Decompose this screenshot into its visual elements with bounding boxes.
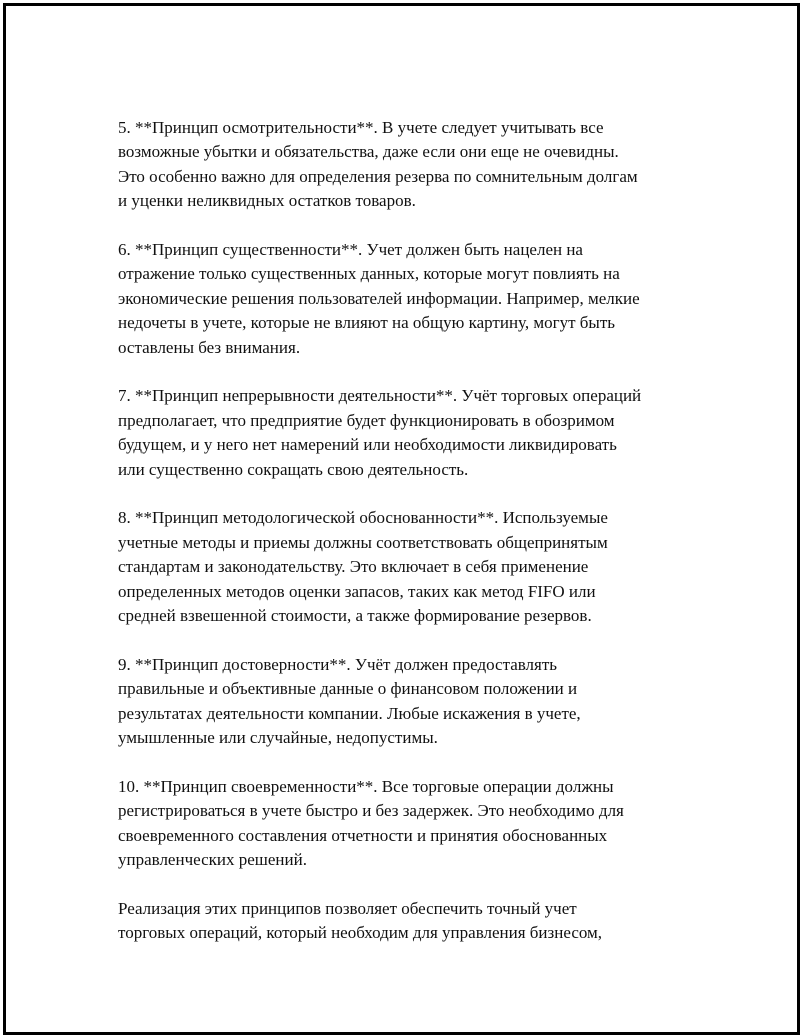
- paragraph-line: результатах деятельности компании. Любые искажения в учете,: [118, 703, 581, 723]
- paragraph-line: 9. **Принцип достоверности**. Учёт должен предоставлять: [118, 654, 558, 674]
- paragraph-line: Реализация этих принципов позволяет обеспечить точный учет: [118, 898, 577, 918]
- paragraph-line: недочеты в учете, которые не влияют на общую картину, могут быть: [118, 313, 616, 333]
- paragraph-line: стандартам и законодательству. Это включает в себя применение: [118, 557, 589, 577]
- paragraph-line: правильные и объективные данные о финансовом положении и: [118, 679, 578, 699]
- paragraph-line: 10. **Принцип своевременности**. Все торговые операции должны: [118, 776, 614, 796]
- paragraph-line: будущем, и у него нет намерений или необходимости ликвидировать: [118, 435, 617, 455]
- paragraph-line: управленческих решений.: [118, 850, 307, 870]
- paragraph-line: экономические решения пользователей информации. Например, мелкие: [118, 288, 640, 308]
- paragraph-line: Это особенно важно для определения резерва по сомнительным долгам: [118, 166, 638, 186]
- paragraph-line: учетные методы и приемы должны соответствовать общепринятым: [118, 532, 608, 552]
- paragraph-conclusion: [118, 897, 698, 946]
- paragraph-line: определенных методов оценки запасов, таких как метод FIFO или: [118, 581, 596, 601]
- paragraph-principle-8: [118, 506, 698, 628]
- paragraph-line: оставлены без внимания.: [118, 337, 301, 357]
- paragraph-line: и уценки неликвидных остатков товаров.: [118, 191, 416, 211]
- paragraph-line: 8. **Принцип методологической обоснованности**. Используемые: [118, 508, 608, 528]
- paragraph-principle-6: [118, 238, 698, 360]
- paragraph-line: 5. **Принцип осмотрительности**. В учете следует учитывать все: [118, 118, 604, 137]
- paragraph-principle-7: [118, 384, 698, 482]
- paragraph-line: торговых операций, который необходим для управления бизнесом,: [118, 923, 603, 943]
- paragraph-line: средней взвешенной стоимости, а также формирование резервов.: [118, 606, 592, 626]
- paragraph-line: отражение только существенных данных, которые могут повлиять на: [118, 264, 620, 284]
- paragraph-line: умышленные или случайные, недопустимы.: [118, 728, 438, 748]
- document-body: [118, 116, 698, 970]
- paragraph-principle-9: [118, 653, 698, 751]
- paragraph-line: своевременного составления отчетности и принятия обоснованных: [118, 825, 608, 845]
- paragraph-principle-10: [118, 775, 698, 873]
- paragraph-line: предполагает, что предприятие будет функционировать в обозримом: [118, 410, 615, 430]
- paragraph-line: 6. **Принцип существенности**. Учет должен быть нацелен на: [118, 240, 583, 260]
- paragraph-line: регистрироваться в учете быстро и без задержек. Это необходимо для: [118, 801, 624, 821]
- paragraph-principle-5: [118, 116, 698, 214]
- paragraph-line: или существенно сокращать свою деятельность.: [118, 459, 469, 479]
- paragraph-line: 7. **Принцип непрерывности деятельности**. Учёт торговых операций: [118, 386, 642, 406]
- paragraph-line: возможные убытки и обязательства, даже если они еще не очевидны.: [118, 142, 619, 162]
